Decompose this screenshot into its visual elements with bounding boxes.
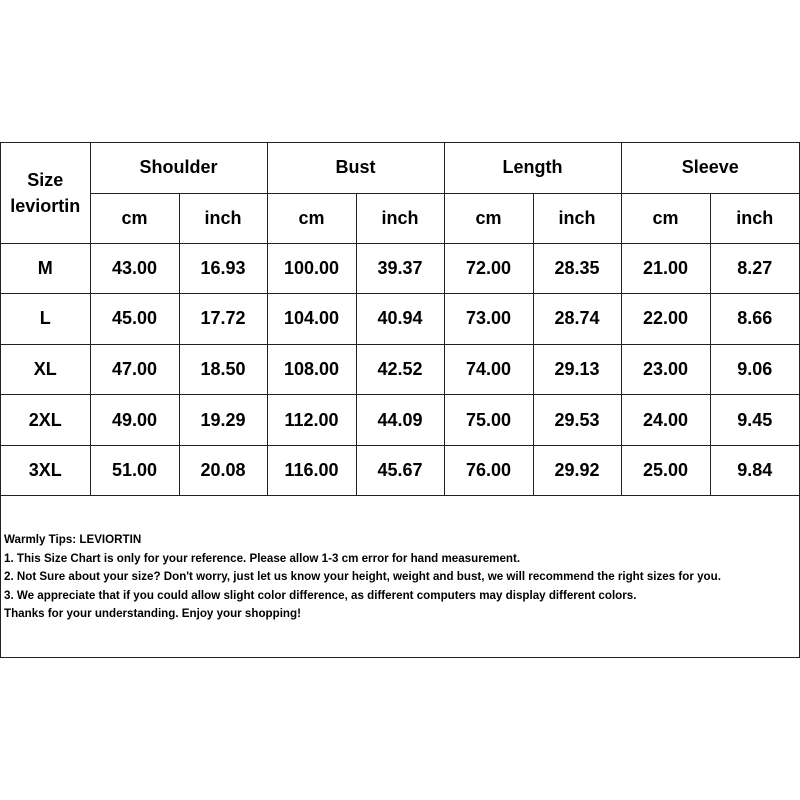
measurement-cell: 73.00: [444, 294, 533, 345]
table-row: [1, 243, 799, 294]
measurement-cell: 25.00: [621, 445, 710, 496]
group-header-shoulder: Shoulder: [90, 143, 267, 193]
measurement-cell: 22.00: [621, 294, 710, 345]
measurement-cell: 17.72: [179, 294, 267, 345]
group-header-row: [1, 143, 799, 193]
unit-header: inch: [356, 193, 444, 243]
size-table: [1, 143, 799, 496]
group-header-bust: Bust: [267, 143, 444, 193]
measurement-cell: 104.00: [267, 294, 356, 345]
measurement-cell: 9.84: [710, 445, 799, 496]
measurement-cell: 49.00: [90, 395, 179, 446]
unit-header: cm: [90, 193, 179, 243]
size-chart: [0, 142, 800, 658]
measurement-cell: 16.93: [179, 243, 267, 294]
measurement-cell: 8.27: [710, 243, 799, 294]
group-header-sleeve: Sleeve: [621, 143, 799, 193]
size-header-line1: Size: [27, 169, 64, 190]
table-row: [1, 395, 799, 446]
size-label: XL: [1, 344, 90, 395]
unit-header: inch: [533, 193, 621, 243]
warmly-tips: [4, 531, 798, 624]
measurement-cell: 29.92: [533, 445, 621, 496]
measurement-cell: 29.53: [533, 395, 621, 446]
group-header-length: Length: [444, 143, 621, 193]
unit-header: cm: [444, 193, 533, 243]
measurement-cell: 43.00: [90, 243, 179, 294]
size-label: L: [1, 294, 90, 345]
measurement-cell: 100.00: [267, 243, 356, 294]
measurement-cell: 47.00: [90, 344, 179, 395]
measurement-cell: 29.13: [533, 344, 621, 395]
unit-header: cm: [267, 193, 356, 243]
size-label: M: [1, 243, 90, 294]
measurement-cell: 21.00: [621, 243, 710, 294]
table-row: [1, 294, 799, 345]
measurement-cell: 76.00: [444, 445, 533, 496]
size-label: 2XL: [1, 395, 90, 446]
size-rows: [1, 243, 799, 496]
size-header-line2: leviortin: [10, 195, 81, 216]
tips-title: Warmly Tips: LEVIORTIN: [4, 533, 142, 546]
measurement-cell: 108.00: [267, 344, 356, 395]
measurement-cell: 45.00: [90, 294, 179, 345]
size-label: 3XL: [1, 445, 90, 496]
measurement-cell: 45.67: [356, 445, 444, 496]
measurement-cell: 24.00: [621, 395, 710, 446]
measurement-cell: 39.37: [356, 243, 444, 294]
measurement-cell: 112.00: [267, 395, 356, 446]
tips-line: 1. This Size Chart is only for your reference. Please allow 1-3 cm error for hand measurement.: [4, 551, 521, 565]
measurement-cell: 40.94: [356, 294, 444, 345]
measurement-cell: 8.66: [710, 294, 799, 345]
measurement-cell: 9.45: [710, 395, 799, 446]
table-row: [1, 344, 799, 395]
unit-header: inch: [179, 193, 267, 243]
tips-closing: Thanks for your understanding. Enjoy your shopping!: [4, 607, 301, 620]
tips-line: 3. We appreciate that if you could allow slight color difference, as different computers may display different colors.: [4, 588, 637, 602]
measurement-cell: 51.00: [90, 445, 179, 496]
measurement-cell: 72.00: [444, 243, 533, 294]
measurement-cell: 23.00: [621, 344, 710, 395]
measurement-cell: 18.50: [179, 344, 267, 395]
measurement-cell: 20.08: [179, 445, 267, 496]
measurement-cell: 75.00: [444, 395, 533, 446]
unit-header: inch: [710, 193, 799, 243]
tips-line: 2. Not Sure about your size? Don't worry, just let us know your height, weight and bust, we will recommend the right sizes for you.: [4, 570, 721, 583]
measurement-cell: 28.35: [533, 243, 621, 294]
measurement-cell: 28.74: [533, 294, 621, 345]
measurement-cell: 116.00: [267, 445, 356, 496]
measurement-cell: 74.00: [444, 344, 533, 395]
measurement-cell: 42.52: [356, 344, 444, 395]
measurement-cell: 44.09: [356, 395, 444, 446]
unit-header: cm: [621, 193, 710, 243]
unit-header-row: [1, 193, 799, 243]
measurement-cell: 19.29: [179, 395, 267, 446]
table-row: [1, 445, 799, 496]
size-column-header: [1, 143, 90, 243]
measurement-cell: 9.06: [710, 344, 799, 395]
